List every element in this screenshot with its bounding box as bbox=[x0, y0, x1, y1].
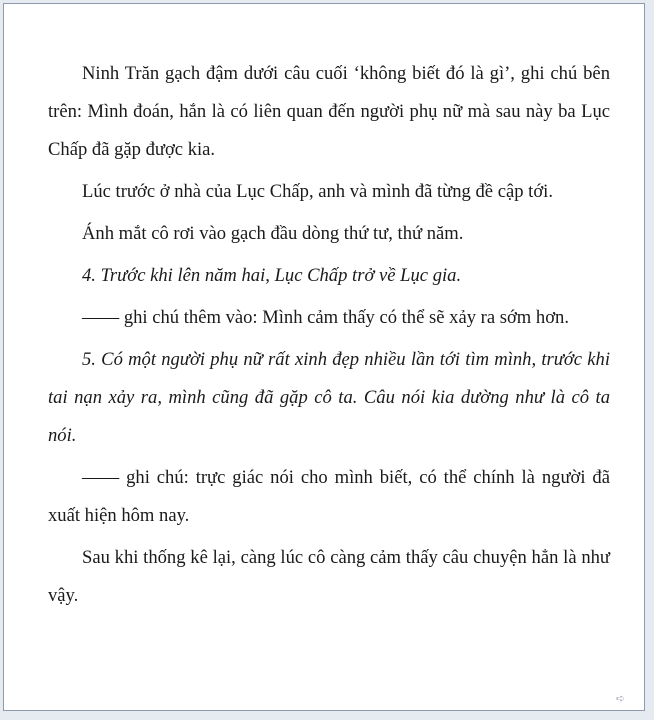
paragraph-4: 4. Trước khi lên năm hai, Lục Chấp trở về Lục gia. bbox=[82, 265, 462, 286]
paragraph-1: Ninh Trăn gạch đậm dưới câu cuối ‘không biết đó là gì’, ghi chú bên trên: Mình đoán, hắn là có liên quan đến người phụ nữ mà sau này ba Lục Chấp đã gặp được kia. bbox=[48, 63, 610, 160]
paragraph-6: 5. Có một người phụ nữ rất xinh đẹp nhiều lần tới tìm mình, trước khi tai nạn xảy ra, mình cũng đã gặp cô ta. Câu nói kia dường như là cô ta nói. bbox=[48, 349, 610, 446]
document-page bbox=[3, 3, 645, 711]
paragraph-7: —— ghi chú: trực giác nói cho mình biết, có thể chính là người đã xuất hiện hôm nay. bbox=[48, 467, 610, 526]
paragraph-2: Lúc trước ở nhà của Lục Chấp, anh và mình đã từng đề cập tới. bbox=[82, 181, 553, 202]
paragraph-5: —— ghi chú thêm vào: Mình cảm thấy có thể sẽ xảy ra sớm hơn. bbox=[82, 307, 569, 328]
document-body bbox=[48, 55, 610, 615]
paragraph-3: Ánh mắt cô rơi vào gạch đầu dòng thứ tư, thứ năm. bbox=[82, 223, 464, 244]
arrow-right-icon[interactable]: ➪ bbox=[616, 692, 626, 705]
paragraph-8: Sau khi thống kê lại, càng lúc cô càng cảm thấy câu chuyện hẳn là như vậy. bbox=[48, 547, 610, 606]
